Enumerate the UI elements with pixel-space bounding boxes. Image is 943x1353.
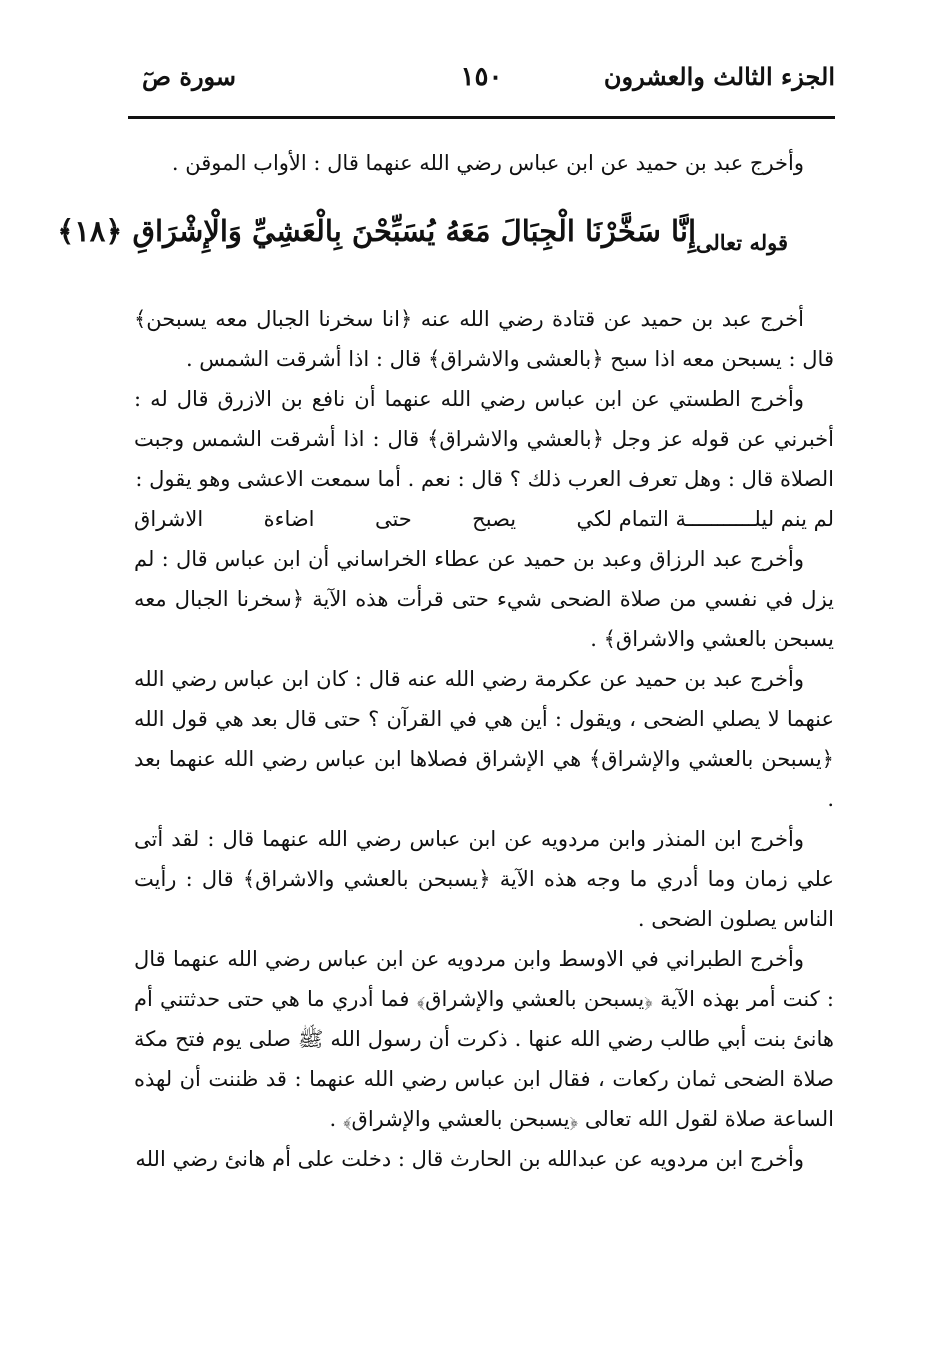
quran-verse-heading: [57, 209, 834, 265]
main-text: [57, 143, 834, 1179]
intro-paragraph: وأخرج عبد بن حميد عن ابن عباس رضي الله عنهما قال : الأواب الموقن .: [171, 151, 804, 175]
poem-hemistich-1: لم ينم ليلـــــــــــة التمام لكي: [576, 507, 834, 531]
page-number: ١٥٠: [460, 62, 503, 92]
paragraph-1: أخرج عبد بن حميد عن قتادة رضي الله عنه ﴿انا سخرنا الجبال معه يسبحن﴾ قال : يسبحن معه اذا سبح ﴿بالعشى والاشراق﴾ قال : اذا أشرقت الشمس .: [134, 307, 834, 371]
surah-title: سورة صٓ: [142, 62, 237, 91]
poem-word: اضاءة: [263, 507, 315, 531]
poem-word: حتى: [374, 507, 412, 531]
verse-intro: قوله تعالى: [695, 230, 788, 255]
verse-text: إِنَّا سَخَّرْنَا الْجِبَالَ مَعَهُ يُسَبِّحْنَ بِالْعَشِيِّ وَالْإِشْرَاقِ ﴿١٨﴾: [57, 214, 696, 248]
paragraph-6: وأخرج الطبراني في الاوسط وابن مردويه عن ابن عباس رضي الله عنهما قال : كنت أمر بهذه الآية ﴿يسبحن بالعشي والإشراق﴾ فما أدري ما هي حتى حدثتني أم هانئ بنت أبي طالب رضي الله عنها . ذكرت أن رسول الله ﷺ صلى يوم فتح مكة صلاة الضحى ثمان ركعات ، فقال ابن عباس رضي الله عنهما : قد ظننت أن لهذه الساعة صلاة لقول الله تعالى ﴿يسبحن بالعشي والإشراق﴾ .: [134, 947, 834, 1131]
poem-verse: [134, 499, 834, 539]
part-title: الجزء الثالث والعشرون: [603, 62, 835, 91]
paragraph-5: وأخرج ابن المنذر وابن مردويه عن ابن عباس رضي الله عنهما قال : لقد أتى علي زمان وما أدري ما وجه هذه الآية ﴿يسبحن بالعشي والاشراق﴾ قال : رأيت الناس يصلون الضحى .: [134, 827, 834, 931]
header-divider: [128, 116, 835, 119]
paragraph-3: وأخرج عبد الرزاق وعبد بن حميد عن عطاء الخراساني أن ابن عباس قال : لم يزل في نفسي من صلاة الضحى شيء حتى قرأت هذه الآية ﴿سخرنا الجبال معه يسبحن بالعشي والاشراق﴾ .: [134, 547, 834, 651]
paragraph-7: وأخرج ابن مردويه عن عبدالله بن الحارث قال : دخلت على أم هانئ رضي الله: [135, 1147, 804, 1171]
poem-word: الاشراق: [134, 507, 204, 531]
page-header: [128, 62, 835, 112]
paragraph-4: وأخرج عبد بن حميد عن عكرمة رضي الله عنه قال : كان ابن عباس رضي الله عنهما لا يصلي الضحى ، ويقول : أين هي في القرآن ؟ حتى قال بعد هي قول الله ﴿يسبحن بالعشي والإشراق﴾ هي الإشراق فصلاها ابن عباس رضي الله عنهما بعد .: [134, 667, 834, 811]
paragraph-2: وأخرج الطستي عن ابن عباس رضي الله عنهما أن نافع بن الازرق قال له : أخبرني عن قوله عز وجل ﴿بالعشي والاشراق﴾ قال : اذا أشرقت الشمس وجبت الصلاة قال : وهل تعرف العرب ذلك ؟ قال : نعم . أما سمعت الاعشى وهو يقول :: [134, 387, 834, 491]
poem-word: يصبح: [472, 507, 517, 531]
